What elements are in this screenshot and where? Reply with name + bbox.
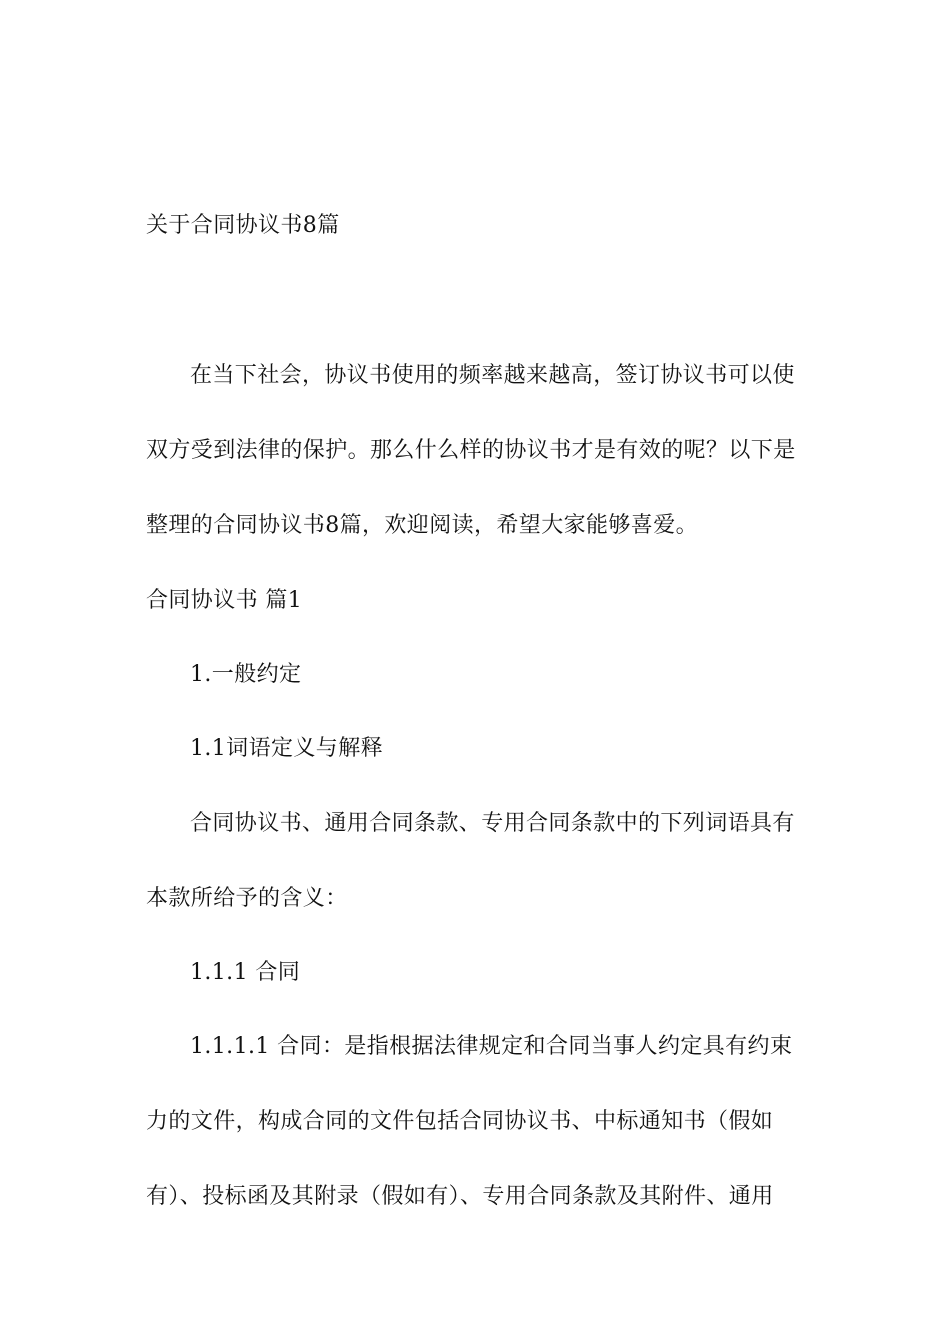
clause-1-heading: 1.一般约定 <box>190 662 302 687</box>
contract-definition-line-2: 力的文件，构成合同的文件包括合同协议书、中标通知书（假如 <box>146 1109 774 1134</box>
intro-paragraph-line-2: 双方受到法律的保护。那么什么样的协议书才是有效的呢？以下是 <box>146 438 796 463</box>
clause-1-1-heading: 1.1词语定义与解释 <box>190 736 383 761</box>
definition-paragraph-line-2: 本款所给予的含义： <box>146 886 348 911</box>
contract-definition-line-3: 有）、投标函及其附录（假如有）、专用合同条款及其附件、通用 <box>146 1184 774 1209</box>
intro-paragraph-line-3: 整理的合同协议书8篇，欢迎阅读，希望大家能够喜爱。 <box>146 513 698 538</box>
document-title: 关于合同协议书8篇 <box>146 213 340 238</box>
definition-paragraph-line-1: 合同协议书、通用合同条款、专用合同条款中的下列词语具有 <box>190 811 795 836</box>
clause-1-1-1-heading: 1.1.1 合同 <box>190 960 301 985</box>
section-heading: 合同协议书 篇1 <box>146 588 303 613</box>
contract-definition-line-1: 1.1.1.1 合同：是指根据法律规定和合同当事人约定具有约束 <box>190 1034 793 1059</box>
intro-paragraph-line-1: 在当下社会，协议书使用的频率越来越高，签订协议书可以使 <box>190 363 795 388</box>
